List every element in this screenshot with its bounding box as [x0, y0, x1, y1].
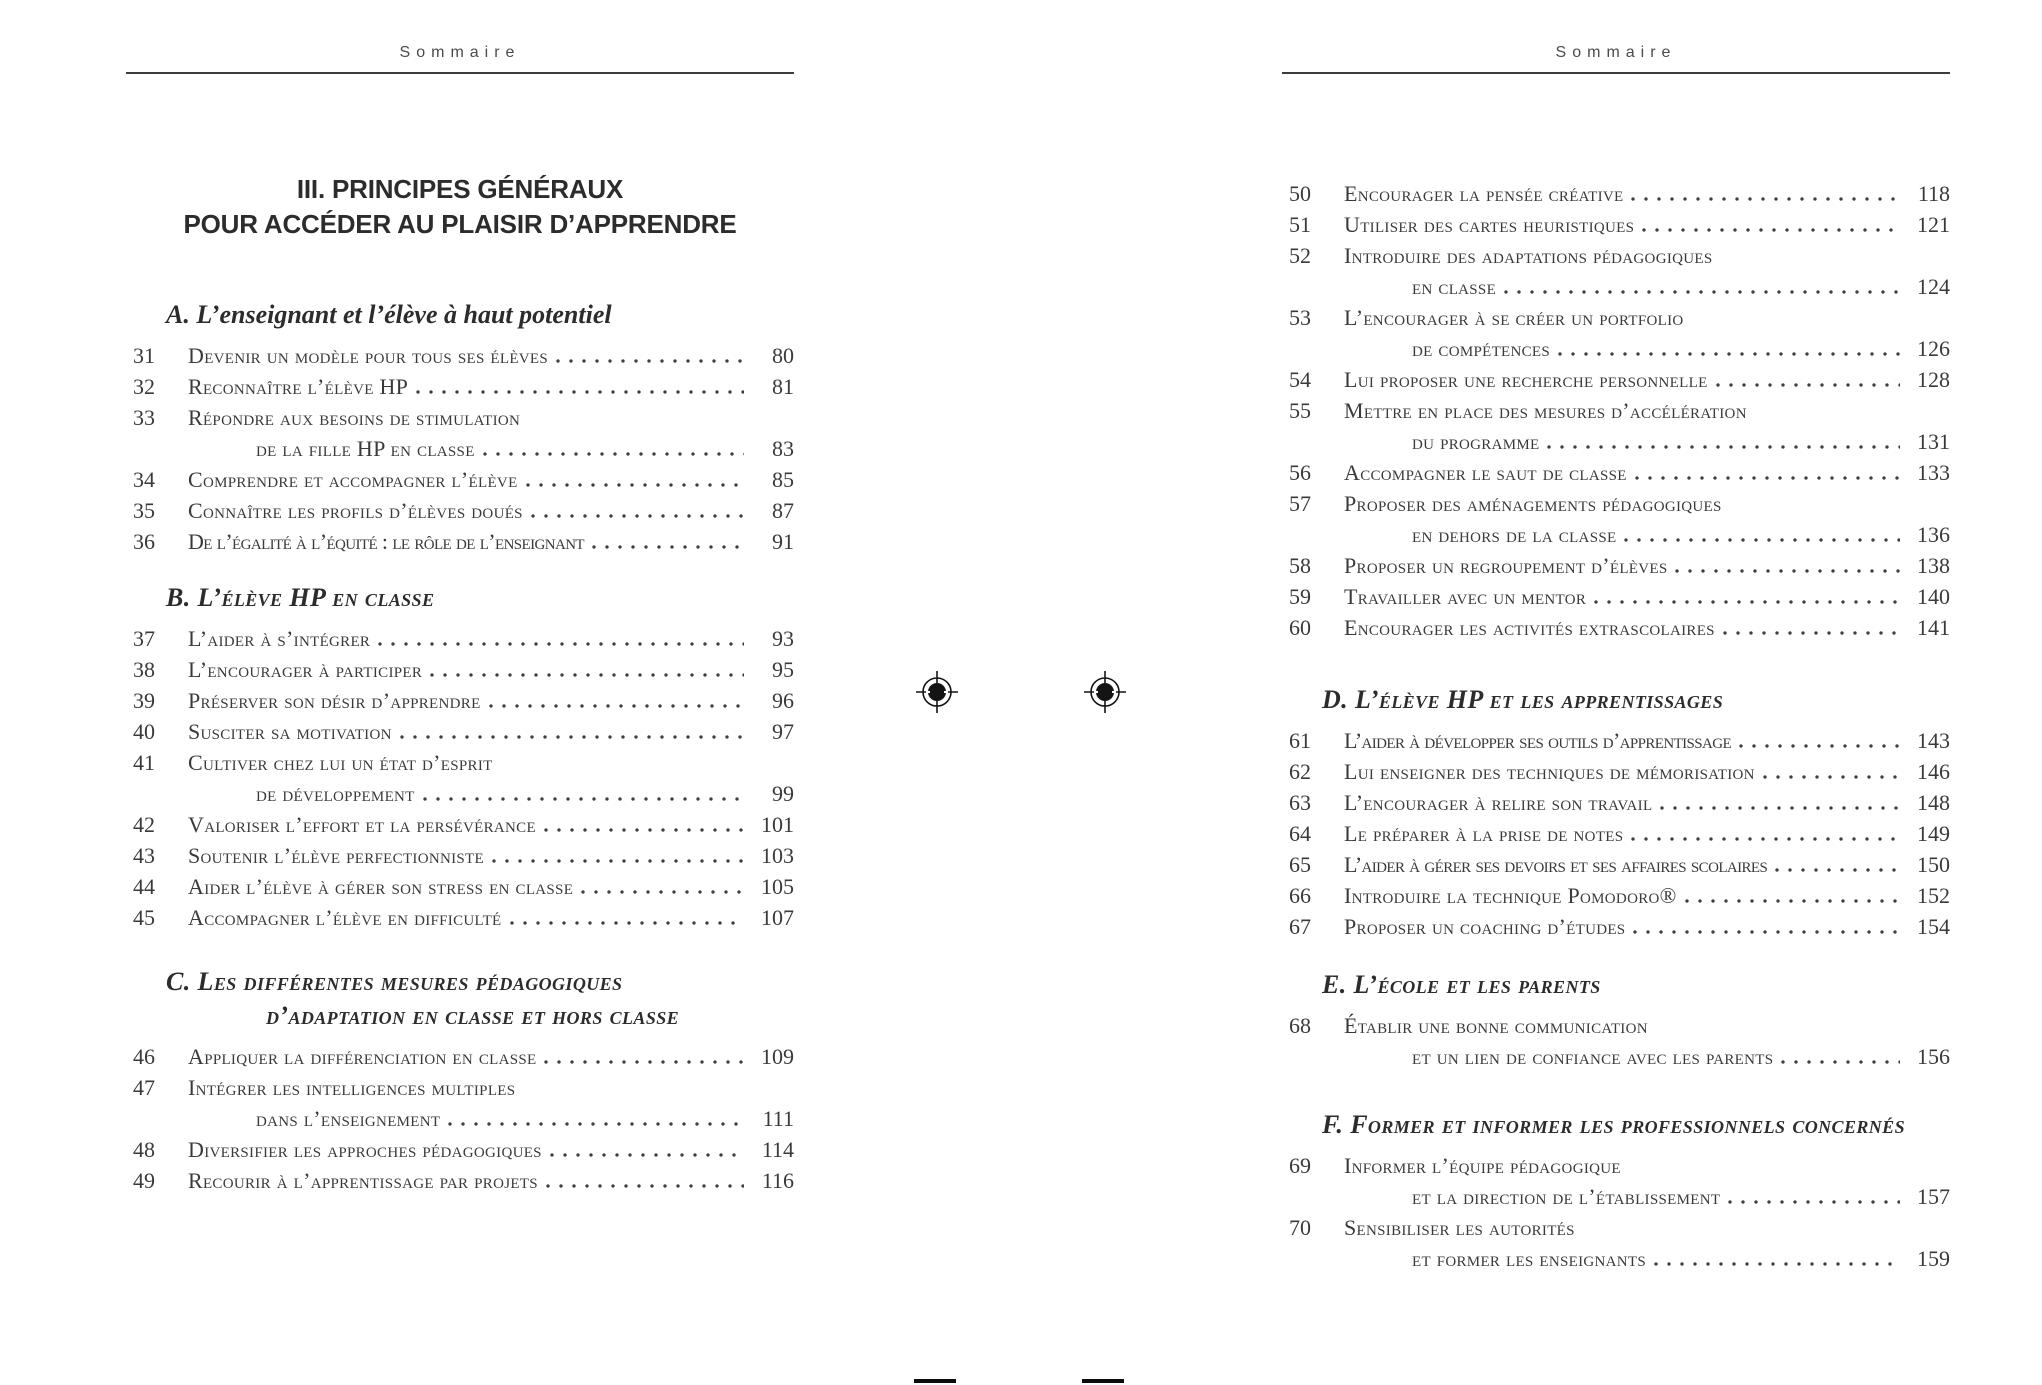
dot-leader: [1775, 868, 1900, 872]
toc-entry-row: [133, 716, 794, 747]
toc-entry-row: [133, 1072, 794, 1103]
dot-leader: [1504, 290, 1900, 294]
entry-title: Appliquer la différenciation en classe: [188, 1044, 537, 1069]
entry-number: 60: [1289, 615, 1311, 640]
part-title: [126, 172, 794, 242]
entry-page-number: 81: [772, 374, 794, 399]
entry-number: 47: [133, 1075, 155, 1100]
dot-leader: [430, 673, 744, 677]
toc-entry-row: [1289, 519, 1950, 550]
entry-title: L’aider à s’intégrer: [188, 626, 371, 651]
toc-entry-row: [1289, 1150, 1950, 1181]
dot-leader: [1558, 352, 1900, 356]
entry-number: 33: [133, 405, 155, 430]
section-entries: [1282, 178, 1950, 643]
entry-page-number: 152: [1917, 883, 1950, 908]
entry-page-number: 149: [1917, 821, 1950, 846]
entry-page-number: 133: [1917, 460, 1950, 485]
toc-entry-row: [1289, 581, 1950, 612]
dot-leader: [1728, 1200, 1900, 1204]
entry-title: Comprendre et accompagner l’élève: [188, 467, 518, 492]
entry-number: 32: [133, 374, 155, 399]
toc-entry-row: [133, 464, 794, 495]
entry-page-number: 103: [761, 843, 794, 868]
entry-title: Lui proposer une recherche personnelle: [1344, 367, 1708, 392]
entry-page-number: 80: [772, 343, 794, 368]
entry-number: 39: [133, 688, 155, 713]
entry-title: en dehors de la classe: [1412, 522, 1617, 547]
entry-number: 40: [133, 719, 155, 744]
entry-page-number: 116: [761, 1168, 794, 1193]
entry-title: Susciter sa motivation: [188, 719, 392, 744]
entry-page-number: 146: [1917, 759, 1950, 784]
entry-title: L’encourager à participer: [188, 657, 423, 682]
entry-page-number: 150: [1917, 852, 1950, 877]
entry-number: 49: [133, 1168, 155, 1193]
toc-entry-row: [133, 402, 794, 433]
dot-leader: [546, 1184, 744, 1188]
toc-entry-row: [1289, 550, 1950, 581]
entry-page-number: 126: [1917, 336, 1950, 361]
entry-title: Introduire la technique Pomodoro®: [1344, 883, 1677, 908]
crop-bar-icon: [914, 1379, 956, 1383]
entry-number: 31: [133, 343, 155, 368]
entry-number: 67: [1289, 914, 1311, 939]
entry-number: 52: [1289, 243, 1311, 268]
section-heading: [1282, 683, 1950, 717]
toc-entry-row: [1289, 240, 1950, 271]
entry-title: Recourir à l’apprentissage par projets: [188, 1168, 538, 1193]
entry-page-number: 138: [1917, 553, 1950, 578]
section-entries: [1282, 1150, 1950, 1274]
entry-number: 62: [1289, 759, 1311, 784]
entry-number: 44: [133, 874, 155, 899]
entry-page-number: 97: [772, 719, 794, 744]
entry-page-number: 114: [761, 1137, 794, 1162]
entry-page-number: 99: [772, 781, 794, 806]
entry-title: Accompagner l’élève en difficulté: [188, 905, 502, 930]
dot-leader: [544, 828, 744, 832]
dot-leader: [592, 545, 744, 549]
entry-page-number: 128: [1917, 367, 1950, 392]
entry-number: 45: [133, 905, 155, 930]
entry-title: du programme: [1412, 429, 1540, 454]
dot-leader: [1547, 445, 1900, 449]
entry-number: 37: [133, 626, 155, 651]
entry-title: L’encourager à relire son travail: [1344, 790, 1653, 815]
toc-entry-row: [1289, 849, 1950, 880]
entry-page-number: 136: [1917, 522, 1950, 547]
toc-entry-row: [133, 778, 794, 809]
toc-section: [126, 581, 794, 933]
entry-title: Préserver son désir d’apprendre: [188, 688, 481, 713]
entry-page-number: 157: [1917, 1184, 1950, 1209]
entry-number: 41: [133, 750, 155, 775]
section-heading-line: C. Les différentes mesures pédagogiques: [166, 967, 623, 996]
entry-title: L’aider à gérer ses devoirs et ses affaires scolaires: [1344, 852, 1768, 877]
header-rule-right: [1282, 72, 1950, 74]
entry-title: Reconnaître l’élève HP: [188, 374, 409, 399]
dot-leader: [1624, 538, 1900, 542]
entry-number: 58: [1289, 553, 1311, 578]
entry-title: Encourager les activités extrascolaires: [1344, 615, 1715, 640]
entry-page-number: 96: [772, 688, 794, 713]
entry-title: Mettre en place des mesures d’accélération: [1344, 398, 1747, 423]
toc-entry-row: [133, 371, 794, 402]
toc-entry-row: [133, 433, 794, 464]
toc-entry-row: [1289, 488, 1950, 519]
toc-entry-row: [133, 1165, 794, 1196]
toc-entry-row: [1289, 725, 1950, 756]
entry-title: Lui enseigner des techniques de mémorisation: [1344, 759, 1755, 784]
toc-entry-row: [1289, 1181, 1950, 1212]
dot-leader: [1633, 930, 1900, 934]
toc-entry-row: [1289, 911, 1950, 942]
entry-title: en classe: [1412, 274, 1497, 299]
toc-entry-row: [1289, 1243, 1950, 1274]
entry-title: Le préparer à la prise de notes: [1344, 821, 1624, 846]
entry-title: Utiliser des cartes heuristiques: [1344, 212, 1635, 237]
section-heading-line: D. L’élève HP et les apprentissages: [1322, 685, 1724, 714]
section-entries: [126, 1041, 794, 1196]
running-head-left: Sommaire: [399, 44, 521, 61]
toc-entry-row: [133, 902, 794, 933]
toc-entry-row: [133, 495, 794, 526]
toc-entry-row: [133, 685, 794, 716]
toc-section: [1282, 968, 1950, 1072]
section-heading: [1282, 1108, 1950, 1142]
entry-title: de développement: [256, 781, 415, 806]
entry-number: 51: [1289, 212, 1311, 237]
toc-section: [126, 965, 794, 1196]
entry-number: 42: [133, 812, 155, 837]
entry-page-number: 91: [772, 529, 794, 554]
entry-number: 34: [133, 467, 155, 492]
toc-entry-row: [1289, 178, 1950, 209]
toc-entry-row: [1289, 612, 1950, 643]
running-head-right: Sommaire: [1555, 44, 1677, 61]
section-entries: [1282, 1010, 1950, 1072]
entry-title: et la direction de l’établissement: [1412, 1184, 1721, 1209]
dot-leader: [1642, 228, 1900, 232]
entry-title: de compétences: [1412, 336, 1551, 361]
entry-title: de la fille HP en classe: [256, 436, 475, 461]
toc-entry-row: [1289, 1212, 1950, 1243]
toc-entry-row: [1289, 271, 1950, 302]
dot-leader: [1660, 806, 1900, 810]
entry-number: 53: [1289, 305, 1311, 330]
toc-entry-row: [133, 1103, 794, 1134]
entry-page-number: 101: [761, 812, 794, 837]
entry-page-number: 148: [1917, 790, 1950, 815]
section-heading-line: A. L’enseignant et l’élève à haut potentiel: [166, 300, 612, 329]
entry-number: 50: [1289, 181, 1311, 206]
section-heading-line: d’adaptation en classe et hors classe: [266, 1001, 680, 1030]
toc-sections-left: [126, 298, 794, 1196]
entry-title: Proposer des aménagements pédagogiques: [1344, 491, 1722, 516]
dot-leader: [423, 797, 744, 801]
entry-number: 35: [133, 498, 155, 523]
dot-leader: [1631, 197, 1900, 201]
entry-number: 46: [133, 1044, 155, 1069]
entry-number: 38: [133, 657, 155, 682]
entry-page-number: 140: [1917, 584, 1950, 609]
part-title-line-1: III. PRINCIPES GÉNÉRAUX: [296, 174, 624, 204]
entry-title: Sensibiliser les autorités: [1344, 1215, 1575, 1240]
toc-entry-row: [1289, 364, 1950, 395]
toc-entry-row: [133, 840, 794, 871]
entry-title: Devenir un modèle pour tous ses élèves: [188, 343, 549, 368]
dot-leader: [1763, 775, 1900, 779]
dot-leader: [531, 514, 744, 518]
section-entries: [1282, 725, 1950, 942]
entry-page-number: 93: [772, 626, 794, 651]
entry-title: Introduire des adaptations pédagogiques: [1344, 243, 1713, 268]
entry-page-number: 143: [1917, 728, 1950, 753]
entry-title: Informer l’équipe pédagogique: [1344, 1153, 1621, 1178]
dot-leader: [1739, 744, 1900, 748]
dot-leader: [1631, 837, 1900, 841]
entry-page-number: 121: [1917, 212, 1950, 237]
entry-title: Travailler avec un mentor: [1344, 584, 1587, 609]
dot-leader: [400, 735, 744, 739]
dot-leader: [378, 642, 744, 646]
entry-title: Répondre aux besoins de stimulation: [188, 405, 521, 430]
entry-title: L’aider à développer ses outils d’apprentissage: [1344, 728, 1732, 753]
dot-leader: [1594, 600, 1900, 604]
entry-title: De l’égalité à l’équité : le rôle de l’enseignant: [188, 529, 584, 554]
entry-title: Intégrer les intelligences multiples: [188, 1075, 516, 1100]
entry-number: 55: [1289, 398, 1311, 423]
toc-entry-row: [1289, 209, 1950, 240]
entry-number: 66: [1289, 883, 1311, 908]
entry-page-number: 107: [761, 905, 794, 930]
entry-number: 56: [1289, 460, 1311, 485]
entry-title: dans l’enseignement: [256, 1106, 441, 1131]
dot-leader: [1654, 1262, 1900, 1266]
toc-entry-row: [1289, 302, 1950, 333]
entry-number: 57: [1289, 491, 1311, 516]
toc-entry-row: [133, 871, 794, 902]
registration-crosshair-icon: [1083, 670, 1127, 714]
part-title-line-2: POUR ACCÉDER AU PLAISIR D’APPRENDRE: [183, 209, 737, 239]
section-heading: [126, 298, 794, 332]
entry-page-number: 159: [1917, 1246, 1950, 1271]
toc-entry-row: [1289, 756, 1950, 787]
dot-leader: [1635, 476, 1900, 480]
entry-number: 69: [1289, 1153, 1311, 1178]
dot-leader: [510, 921, 744, 925]
dot-leader: [1723, 631, 1900, 635]
entry-number: 65: [1289, 852, 1311, 877]
toc-entry-row: [133, 809, 794, 840]
toc-entry-row: [133, 654, 794, 685]
toc-entry-row: [133, 1041, 794, 1072]
entry-number: 36: [133, 529, 155, 554]
toc-entry-row: [1289, 395, 1950, 426]
dot-leader: [492, 859, 744, 863]
entry-number: 54: [1289, 367, 1311, 392]
toc-entry-row: [1289, 1041, 1950, 1072]
entry-page-number: 85: [772, 467, 794, 492]
section-heading-line: F. Former et informer les professionnels concernés: [1322, 1110, 1905, 1139]
entry-page-number: 156: [1917, 1044, 1950, 1069]
dot-leader: [448, 1122, 744, 1126]
dot-leader: [550, 1153, 744, 1157]
entry-number: 59: [1289, 584, 1311, 609]
entry-page-number: 83: [772, 436, 794, 461]
entry-number: 61: [1289, 728, 1311, 753]
entry-title: Aider l’élève à gérer son stress en classe: [188, 874, 574, 899]
entry-title: Diversifier les approches pédagogiques: [188, 1137, 542, 1162]
header-rule-left: [126, 72, 794, 74]
registration-crosshair-icon: [915, 670, 959, 714]
dot-leader: [489, 704, 744, 708]
entry-page-number: 124: [1917, 274, 1950, 299]
entry-title: Soutenir l’élève perfectionniste: [188, 843, 484, 868]
entry-page-number: 118: [1917, 181, 1950, 206]
dot-leader: [544, 1060, 744, 1064]
entry-title: Connaître les profils d’élèves doués: [188, 498, 523, 523]
section-heading: [126, 581, 794, 615]
dot-leader: [1781, 1060, 1900, 1064]
section-heading: [1282, 968, 1950, 1002]
entry-number: 43: [133, 843, 155, 868]
entry-title: Valoriser l’effort et la persévérance: [188, 812, 536, 837]
toc-entry-row: [133, 1134, 794, 1165]
section-heading-line: E. L’école et les parents: [1322, 970, 1601, 999]
entry-title: Proposer un coaching d’études: [1344, 914, 1626, 939]
toc-entry-row: [1289, 333, 1950, 364]
toc-section: [1282, 1108, 1950, 1274]
section-heading-line: B. L’élève HP en classe: [166, 583, 435, 612]
toc-entry-row: [1289, 880, 1950, 911]
dot-leader: [416, 390, 744, 394]
entry-number: 48: [133, 1137, 155, 1162]
entry-title: Accompagner le saut de classe: [1344, 460, 1627, 485]
dot-leader: [1716, 383, 1900, 387]
toc-page-left: [126, 28, 794, 1196]
toc-entry-row: [133, 340, 794, 371]
dot-leader: [581, 890, 744, 894]
entry-number: 70: [1289, 1215, 1311, 1240]
entry-page-number: 95: [772, 657, 794, 682]
entry-title: et un lien de confiance avec les parents: [1412, 1044, 1774, 1069]
toc-entry-row: [1289, 818, 1950, 849]
entry-number: 64: [1289, 821, 1311, 846]
entry-page-number: 131: [1917, 429, 1950, 454]
entry-title: et former les enseignants: [1412, 1246, 1647, 1271]
dot-leader: [526, 483, 744, 487]
toc-entry-row: [1289, 457, 1950, 488]
entry-page-number: 87: [772, 498, 794, 523]
toc-entry-row: [1289, 1010, 1950, 1041]
crop-bar-icon: [1082, 1379, 1124, 1383]
entry-number: 63: [1289, 790, 1311, 815]
entry-title: Encourager la pensée créative: [1344, 181, 1624, 206]
toc-entry-row: [133, 526, 794, 557]
entry-page-number: 105: [761, 874, 794, 899]
dot-leader: [1675, 569, 1900, 573]
section-entries: [126, 340, 794, 557]
entry-number: 68: [1289, 1013, 1311, 1038]
toc-page-right: [1282, 28, 1950, 1274]
entry-title: Cultiver chez lui un état d’esprit: [188, 750, 493, 775]
entry-title: Établir une bonne communication: [1344, 1013, 1648, 1038]
toc-section: [1282, 683, 1950, 942]
dot-leader: [483, 452, 744, 456]
entry-title: L’encourager à se créer un portfolio: [1344, 305, 1684, 330]
section-heading: [126, 965, 794, 1033]
toc-section: [126, 298, 794, 557]
entry-page-number: 154: [1917, 914, 1950, 939]
dot-leader: [1685, 899, 1900, 903]
toc-section: [1282, 178, 1950, 643]
toc-entry-row: [1289, 787, 1950, 818]
toc-sections-right: [1282, 178, 1950, 1274]
toc-entry-row: [133, 623, 794, 654]
entry-page-number: 111: [762, 1106, 794, 1131]
entry-page-number: 141: [1917, 615, 1950, 640]
entry-page-number: 109: [761, 1044, 794, 1069]
dot-leader: [556, 359, 744, 363]
section-entries: [126, 623, 794, 933]
toc-entry-row: [133, 747, 794, 778]
toc-entry-row: [1289, 426, 1950, 457]
entry-title: Proposer un regroupement d’élèves: [1344, 553, 1668, 578]
